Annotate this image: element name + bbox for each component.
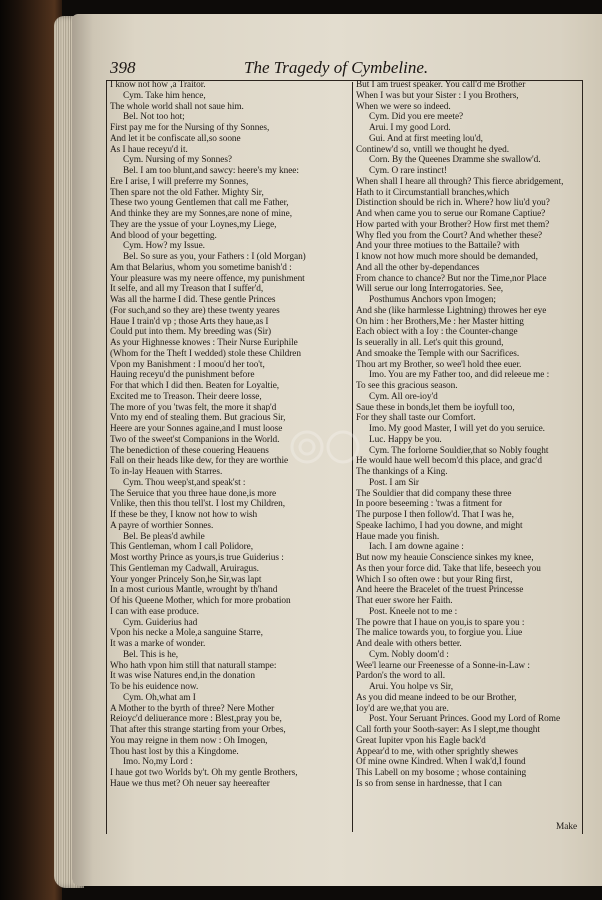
right-column-line: For they shall taste our Comfort. [356, 413, 476, 424]
left-column-line: Haue we thus met? Oh neuer say heereafter [110, 778, 270, 789]
left-column-line: I know not how ,a Traitor. [110, 80, 206, 90]
left-border-rule [106, 80, 107, 834]
left-column-line: Could put into them. My breeding was (Sir) [110, 327, 272, 338]
right-column-line: Continew'd so, vntill we thought he dyed. [356, 144, 510, 155]
page-header [110, 58, 586, 82]
left-column-line: For that which I did then. Beaten for Loyaltie, [110, 381, 280, 391]
left-column-line: Bel. Be pleas'd awhile [123, 531, 205, 542]
left-column-line: This Gentleman, whom I call Polidore, [110, 542, 253, 553]
right-column-line: Cym. O rare instinct! [369, 166, 447, 176]
left-column-line: As your Highnesse knowes : Their Nurse Euriphile [110, 338, 298, 348]
left-column-line: They are the yssue of your Loynes,my Liege, [110, 219, 277, 230]
left-column-line: As I haue receyu'd it. [110, 144, 188, 155]
left-column-line: Most worthy Prince as yours,is true Guiderius : [110, 553, 284, 563]
left-column-line: Ere I arise, I will preferre my Sonnes, [110, 176, 249, 187]
right-column-line: In poore beseeming : 'twas a fitment for [356, 499, 503, 510]
left-column-line: Reioyc'd deliuerance more : Blest,pray you be, [110, 714, 282, 725]
left-column-line: And blood of your begetting. [110, 230, 217, 241]
right-column-line: When shall I heare all through? This fierce abridgement, [356, 176, 564, 187]
left-column-line: These two young Gentlemen that call me Father, [110, 198, 289, 209]
left-column-line: Cym. Oh,what am I [123, 692, 196, 703]
right-column-line: Posthumus Anchors vpon Imogen; [369, 295, 496, 305]
left-column-line: The more of you 'twas felt, the more it shap'd [110, 402, 277, 413]
left-column-line: A Mother to the byrth of three? Nere Mother [110, 703, 275, 714]
right-column-line: Post. Your Seruant Princes. Good my Lord of Rome [369, 714, 561, 725]
right-column-line: Thou art my Brother, so wee'l hold thee euer. [356, 359, 522, 370]
right-column-line: Call forth your Sooth-sayer: As I slept,me thought [356, 725, 540, 735]
right-column-line: Hath to it Circumstantiall branches,which [356, 187, 510, 198]
right-column-line: Cym. All ore-ioy'd [369, 391, 438, 402]
right-column-line: Wee'l learne our Freenesse of a Sonne-in-Law : [356, 660, 530, 671]
left-column-line: That after this strange starting from your Orbes, [110, 725, 286, 735]
running-title: The Tragedy of Cymbeline. [244, 58, 429, 77]
left-column-line: In a most curious Mantle, wrought by th'hand [110, 585, 278, 596]
right-column-line: That euer swore her Faith. [356, 596, 453, 606]
right-column-line: I know not how much more should be demanded, [356, 252, 538, 262]
left-column-line: To in-lay Heauen with Starres. [110, 467, 223, 477]
left-column-line: Bel. So sure as you, your Fathers : I (old Morgan) [123, 252, 306, 262]
catchword: Make [556, 822, 578, 832]
left-column-line: Fall on their heads like dew, for they are worthie [110, 456, 289, 467]
right-column-line: Arui. I my good Lord. [369, 123, 451, 133]
left-column-line: If these be they, I know not how to wish [110, 510, 258, 520]
right-column-line: From chance to chance? But nor the Time,nor Place [356, 273, 547, 284]
left-column-line: Hauing receyu'd the punishment before [110, 370, 255, 381]
right-column-line: Pardon's the word to all. [356, 671, 445, 682]
right-column-line: Distinction should be rich in. Where? how liu'd you? [356, 198, 550, 209]
left-column-line: It was wise Natures end,in the donation [110, 671, 255, 682]
right-column-line: Which I so often owe : but your Ring first, [356, 574, 513, 585]
left-column-line: Thou hast lost by this a Kingdome. [110, 746, 239, 757]
left-column-line: Of his Queene Mother, which for more probation [110, 596, 291, 606]
right-column-line: But I am truest speaker. You call'd me Brother [356, 80, 526, 90]
right-column-line: Cym. Nobly doom'd : [369, 649, 449, 660]
left-column-line: Bel. I am too blunt,and sawcy: heere's my knee: [123, 166, 299, 176]
right-column-line: And when came you to serue our Romane Captiue? [356, 209, 546, 219]
left-column-line: Bel. This is he, [123, 649, 179, 660]
left-column-line: Was all the harme I did. These gentle Princes [110, 295, 276, 305]
left-column-line: Vpon my Banishment : I moou'd her too't, [110, 359, 265, 370]
right-column-line: Cym. The forlorne Souldier,that so Nobly fought [369, 445, 549, 456]
left-column-line: This Gentleman my Cadwall, Aruiragus. [110, 563, 259, 574]
left-column-line: Vnto my end of stealing them. But gracious Sir, [110, 413, 286, 424]
right-column-line: Ioy'd are we,that you are. [356, 703, 449, 714]
left-column-line: Bel. Not too hot; [123, 112, 185, 123]
left-column-line: And let it be confiscate all,so soone [110, 133, 241, 144]
left-column-line: Am that Belarius, whom you sometime banish'd : [110, 262, 292, 273]
right-column-line: The malice towards you, to forgiue you. Liue [356, 628, 523, 639]
right-column-line: Imo. You are my Father too, and did releeue me : [369, 370, 550, 381]
right-text-column [356, 80, 584, 790]
left-column-line: The benediction of these couering Heauens [110, 445, 269, 456]
right-column-line: Gui. And at first meeting lou'd, [369, 133, 483, 144]
right-column-line: Post. Kneele not to me : [369, 606, 458, 617]
right-column-line: Great Iupiter vpon his Eagle back'd [356, 735, 486, 746]
left-column-line: Vpon his necke a Mole,a sanguine Starre, [110, 628, 263, 639]
left-column-line: Cym. Take him hence, [123, 90, 206, 101]
right-column-line: Why fled you from the Court? And whether these? [356, 230, 543, 241]
right-column-line: The thankings of a King. [356, 467, 448, 477]
right-column-line: This Labell on my bosome ; whose containing [356, 768, 527, 778]
left-column-line: I haue got two Worlds by't. Oh my gentle Brothers, [110, 768, 298, 778]
right-column-line: When I was but your Sister : I you Brothers, [356, 90, 519, 101]
left-column-line: Vnlike, then this thou tell'st. I lost my Children, [110, 499, 285, 510]
right-column-line: Corn. By the Queenes Dramme she swallow'd. [369, 155, 541, 166]
right-column-line: How parted with your Brother? How first met them? [356, 219, 550, 230]
right-column-line: As then your force did. Take that life, beseech you [356, 563, 541, 574]
right-column-line: Cym. Did you ere meete? [369, 112, 464, 123]
right-column-line: Appear'd to me, with other sprightly shewes [356, 746, 518, 757]
left-column-line: And thinke they are my Sonnes,are none of mine, [110, 209, 292, 219]
left-column-line: Your pleasure was my neere offence, my punishment [110, 273, 305, 284]
left-column-line: Cym. Guiderius had [123, 617, 198, 628]
right-column-line: And your three motiues to the Battaile? with [356, 241, 520, 252]
right-column-line: And she (like harmlesse Lightning) throwes her eye [356, 305, 547, 316]
left-column-line: (For such,and so they are) these twenty yeares [110, 305, 280, 316]
left-text-column [110, 80, 350, 790]
left-column-line: You may reigne in them now : Oh Imogen, [110, 735, 268, 746]
right-column-line: Iach. I am downe againe : [369, 542, 464, 553]
right-column-line: Haue made you finish. [356, 531, 440, 542]
left-column-line: To be his euidence now. [110, 682, 199, 692]
right-column-line: When we were so indeed. [356, 101, 451, 112]
left-column-line: Imo. No,my Lord : [123, 757, 193, 768]
book-spine [0, 0, 62, 900]
left-column-line: Two of the sweet'st Companions in the World. [110, 434, 280, 445]
right-column-line: Will serue our long Interrogatories. See, [356, 284, 504, 295]
left-column-line: Excited me to Treason. Their deere losse, [110, 391, 262, 402]
right-column-line: He would haue well becom'd this place, and grac'd [356, 456, 542, 467]
right-column-line: Each obiect with a Ioy : the Counter-change [356, 327, 518, 338]
left-column-line: It was a marke of wonder. [110, 639, 206, 649]
left-column-line: Cym. Nursing of my Sonnes? [123, 155, 232, 166]
left-column-line: (Whom for the Theft I wedded) stole these Children [110, 348, 301, 359]
left-column-line: Who hath vpon him still that naturall stampe: [110, 660, 277, 671]
right-column-line: Arui. You holpe vs Sir, [369, 682, 453, 692]
right-column-line: Luc. Happy be you. [369, 434, 442, 445]
right-column-line: The Souldier that did company these three [356, 488, 512, 499]
left-column-line: Haue I train'd vp ; those Arts they haue,as I [110, 316, 269, 327]
right-column-line: Post. I am Sir [369, 477, 419, 488]
left-column-line: The Seruice that you three haue done,is more [110, 488, 277, 499]
right-column-line: And heere the Bracelet of the truest Princesse [356, 585, 524, 596]
left-column-line: A payre of worthier Sonnes. [110, 520, 214, 531]
right-column-line: Saue these in bonds,let them be ioyfull too, [356, 402, 515, 413]
right-column-line: And smoake the Temple with our Sacrifices. [356, 348, 520, 359]
left-column-line: Cym. Thou weep'st,and speak'st : [123, 477, 246, 488]
left-column-line: Your yonger Princely Son,he Sir,was lapt [110, 574, 262, 585]
right-column-line: But now my heauie Conscience sinkes my knee, [356, 553, 534, 563]
left-column-line: Cym. How? my Issue. [123, 241, 205, 252]
right-column-line: On him : her Brothers,Me : her Master hitting [356, 316, 524, 327]
right-column-line: Of mine owne Kindred. When I wak'd,I found [356, 757, 526, 768]
right-column-line: And all the other by-dependances [356, 262, 480, 273]
right-column-line: The powre that I haue on you,is to spare you : [356, 617, 525, 628]
right-column-line: And deale with others better. [356, 639, 462, 649]
right-column-line: Is seuerally in all. Let's quit this ground, [356, 338, 504, 348]
left-column-line: I can with ease produce. [110, 606, 199, 617]
right-column-line: The purpose I then follow'd. That I was he, [356, 510, 514, 520]
page-number: 398 [110, 58, 136, 77]
right-column-line: As you did meane indeed to be our Brother, [356, 692, 517, 703]
left-column-line: Then spare not the old Father. Mighty Sir, [110, 187, 264, 198]
column-divider [352, 82, 353, 832]
left-column-line: It selfe, and all my Treason that I suffer'd, [110, 284, 264, 295]
left-column-line: Heere are your Sonnes againe,and I must loose [110, 424, 283, 434]
left-column-line: The whole world shall not saue him. [110, 101, 244, 112]
right-column-line: Is so from sense in hardnesse, that I can [356, 778, 502, 789]
right-column-line: Imo. My good Master, I will yet do you seruice. [369, 424, 545, 434]
right-column-line: To see this gracious season. [356, 381, 458, 391]
left-column-line: First pay me for the Nursing of thy Sonnes, [110, 123, 270, 133]
right-column-line: Speake Iachimo, I had you downe, and might [356, 520, 523, 531]
